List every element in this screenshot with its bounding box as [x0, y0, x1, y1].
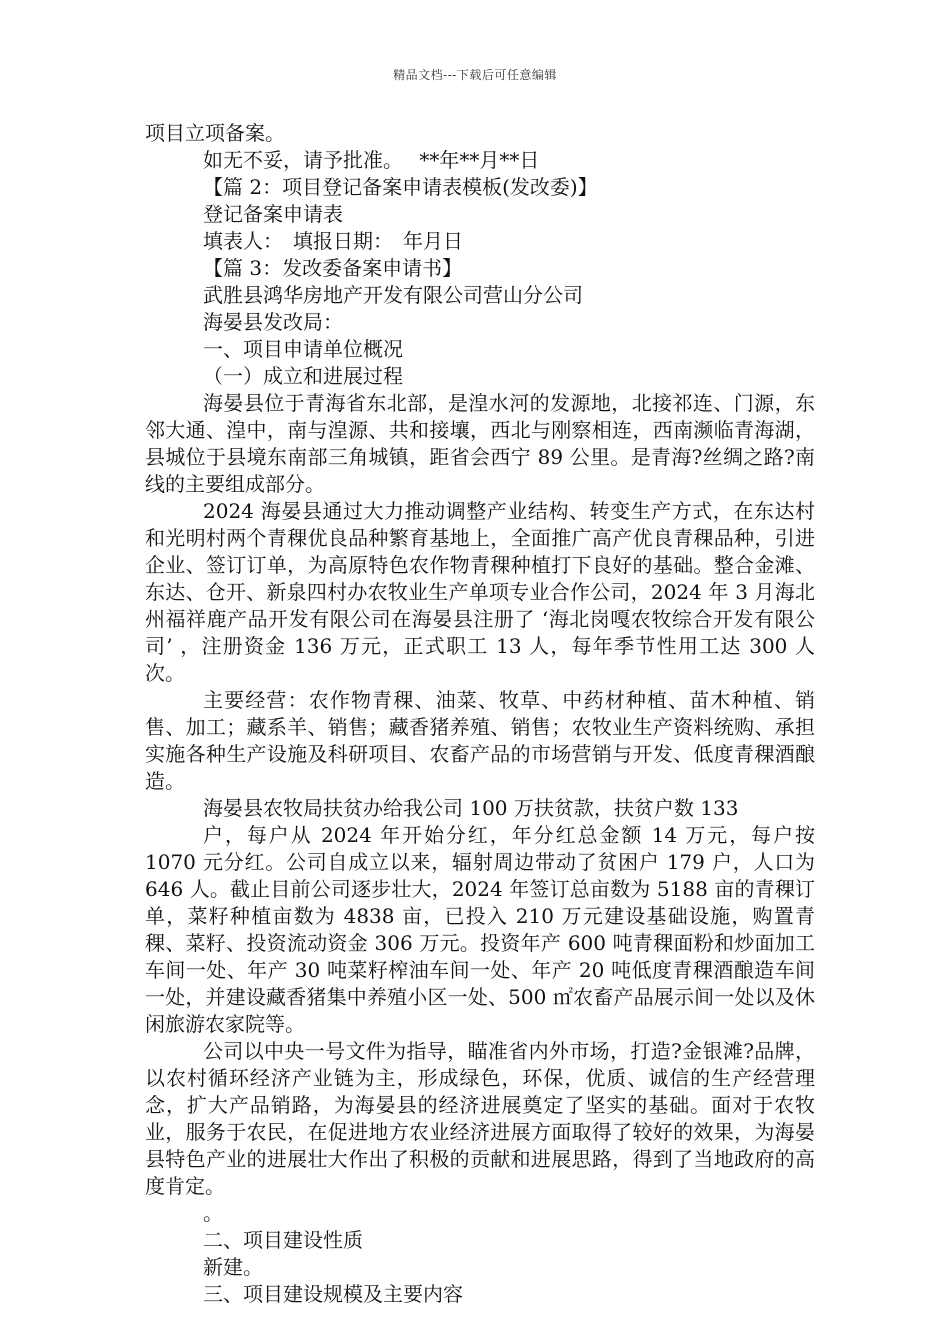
section-heading: 二、项目建设性质	[203, 1228, 363, 1252]
subsection-heading: （一）成立和进展过程	[203, 364, 403, 388]
paragraph: 公司以中央一号文件为指导，瞄准省内外市场，打造?金银滩?品牌，以农村循环经济产业链为主，形成绿色，环保，优质、诚信的生产经营理念，扩大产品销路，为海晏县的经济进展奠定了坚实的基础。面对于农牧业，服务于农民，在促进地方农业经济进展方面取得了较好的效果，为海晏县特色产业的进展壮大作出了积极的贡献和进展思路，得到了当地政府的高度肯定。	[145, 1039, 815, 1198]
paragraph: 海晏县位于青海省东北部，是湟水河的发源地，北接祁连、门源，东邻大通、湟中，南与湟源、共和接壤，西北与刚察相连，西南濒临青海湖，县城位于县境东南部三角城镇，距省会西宁 89 公里。是青海?丝绸之路?南线的主要组成部分。	[145, 391, 815, 496]
section-heading: 【篇 3：发改委备案申请书】	[203, 256, 463, 280]
text-line: 武胜县鸿华房地产开发有限公司营山分公司	[203, 283, 583, 307]
paragraph: 户，每户从 2024 年开始分红，年分红总金额 14 万元，每户按 1070 元分红。公司自成立以来，辐射周边带动了贫困户 179 户，人口为 646 人。截止目前公司逐步壮大，2024 年签订总亩数为 5188 亩的青稞订单，菜籽种植亩数为 4838 亩，已投入 210 万元建设基础设施，购置青稞、菜籽、投资流动资金 306 万元。投资年产 600 吨青稞面粉和炒面加工车间一处、年产 30 吨菜籽榨油车间一处、年产 20 吨低度青稞酒酿造车间一处，并建设藏香猪集中养殖小区一处、500 ㎡农畜产品展示间一处以及休闲旅游农家院等。	[145, 823, 815, 1036]
document-body	[145, 120, 815, 1308]
paragraph: 海晏县农牧局扶贫办给我公司 100 万扶贫款，扶贫户数 133	[203, 796, 739, 820]
text-line: 新建。	[203, 1255, 263, 1279]
text-line: 填表人： 填报日期： 年月日	[203, 229, 463, 253]
text-line: 项目立项备案。	[145, 121, 285, 145]
paragraph: 2024 海晏县通过大力推动调整产业结构、转变生产方式，在东达村和光明村两个青稞优良品种繁育基地上，全面推广高产优良青稞品种，引进企业、签订订单，为高原特色农作物青稞种植打下良好的基础。整合金滩、东达、仓开、新泉四村办农牧业生产单项专业合作公司，2024 年 3 月海北州福祥鹿产品开发有限公司在海晏县注册了 ‘海北岗嘎农牧综合开发有限公司’ ，注册资金 136 万元，正式职工 13 人，每年季节性用工达 300 人次。	[145, 499, 815, 685]
page-header: 精品文档---下载后可任意编辑	[393, 68, 557, 82]
text-line: 海晏县发改局：	[203, 310, 343, 334]
paragraph: 主要经营：农作物青稞、油菜、牧草、中药材种植、苗木种植、销售、加工；藏系羊、销售；藏香猪养殖、销售；农牧业生产资料统购、承担实施各种生产设施及科研项目、农畜产品的市场营销与开发、低度青稞酒酿造。	[145, 688, 815, 793]
section-heading: 【篇 2：项目登记备案申请表模板(发改委)】	[203, 175, 598, 199]
text-line: 如无不妥，请予批准。 **年**月**日	[203, 148, 540, 172]
text-line: 。	[203, 1201, 223, 1225]
section-heading: 一、项目申请单位概况	[203, 337, 403, 361]
text-line: 登记备案申请表	[203, 202, 343, 226]
section-heading: 三、项目建设规模及主要内容	[203, 1282, 463, 1306]
